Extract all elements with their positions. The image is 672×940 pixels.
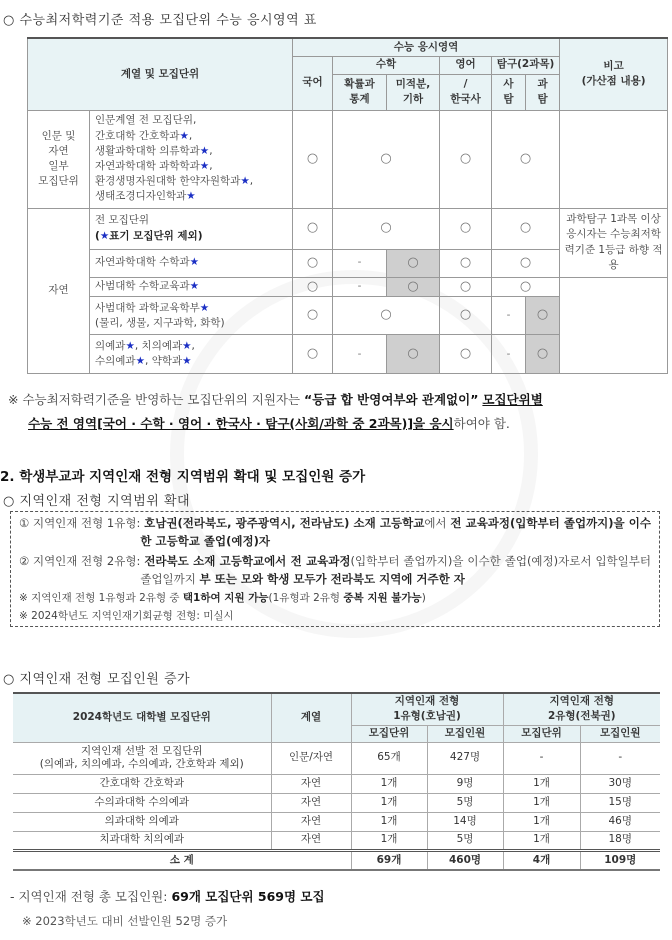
subsection-region-expand: ○ 지역인재 전형 지역범위 확대 bbox=[3, 494, 191, 509]
cell-math-calc: ○ bbox=[387, 277, 440, 297]
total-quota: - 지역인재 전형 총 모집인원: 69개 모집단위 569명 모집 bbox=[10, 889, 325, 904]
table-row: 의과대학 의예과 자연 1개 14명 1개 46명 bbox=[13, 812, 660, 831]
bullet-circle-icon: ○ bbox=[3, 13, 15, 28]
table-row: 치과대학 치의예과 자연 1개 5명 1개 18명 bbox=[13, 831, 660, 850]
header-unit: 2024학년도 대학별 모집단위 bbox=[13, 693, 271, 742]
star-icon: ★ bbox=[179, 129, 189, 142]
section-2-title: 2. 학생부교과 지역인재 전형 지역범위 확대 및 모집인원 증가 bbox=[0, 469, 366, 485]
cell-math-stats: - bbox=[333, 335, 387, 374]
header-t2-units: 모집단위 bbox=[503, 725, 580, 742]
star-icon: ★ bbox=[240, 175, 250, 188]
unit-math-edu: 사범대학 수학교육과★ bbox=[90, 277, 293, 297]
cell-inquiry: ○ bbox=[492, 110, 560, 208]
header-science: 과 탐 bbox=[526, 74, 560, 110]
cell-english: ○ bbox=[440, 208, 492, 249]
cell-math: ○ bbox=[333, 208, 440, 249]
header-remarks: 비고 (가산점 내용) bbox=[560, 38, 668, 110]
cell-social: - bbox=[492, 297, 526, 335]
cell-math-stats: - bbox=[333, 277, 387, 297]
table-row: 간호대학 간호학과 자연 1개 9명 1개 30명 bbox=[13, 774, 660, 793]
cell-math-calc: ○ bbox=[387, 249, 440, 277]
cell-remarks bbox=[560, 110, 668, 208]
star-icon: ★ bbox=[199, 301, 210, 314]
cell-social: - bbox=[492, 335, 526, 374]
cell-english: ○ bbox=[440, 297, 492, 335]
cell-english: ○ bbox=[440, 249, 492, 277]
note-2024: ※ 2024학년도 지역인재기회균형 전형: 미실시 bbox=[19, 610, 234, 622]
header-math-calc: 미적분, 기하 bbox=[387, 74, 440, 110]
header-t1-people: 모집인원 bbox=[427, 725, 503, 742]
cell-remarks-science: 과학탐구 1과목 이상 응시자는 수능최저학력기준 1등급 하향 적용 bbox=[560, 208, 668, 277]
cell-science: ○ bbox=[526, 335, 560, 374]
header-category: 계열 bbox=[271, 693, 351, 742]
cell-remarks-empty bbox=[560, 277, 668, 374]
header-math: 수학 bbox=[333, 56, 440, 74]
table-row: 수의과대학 수의예과 자연 1개 5명 1개 15명 bbox=[13, 793, 660, 812]
cell-inquiry: ○ bbox=[492, 208, 560, 249]
cell-korean: ○ bbox=[293, 335, 333, 374]
header-unit: 계열 및 모집단위 bbox=[28, 38, 293, 110]
category-natural: 자연 bbox=[28, 208, 90, 374]
exam-area-table bbox=[27, 37, 668, 374]
cell-math: ○ bbox=[333, 110, 440, 208]
cell-korean: ○ bbox=[293, 297, 333, 335]
star-icon: ★ bbox=[189, 280, 200, 293]
cell-math-calc: ○ bbox=[387, 335, 440, 374]
note-choose-one: ※ 지역인재 전형 1유형과 2유형 중 택1하여 지원 가능(1유형과 2유형 중복 지원 불가능) bbox=[19, 592, 426, 604]
header-type2: 지역인재 전형 2유형(전북권) bbox=[503, 693, 660, 725]
note-exam-requirement: ※ 수능최저학력기준을 반영하는 모집단위의 지원자는 “등급 합 반영여부와 관계없이” 모집단위별 수능 전 영역[국어 · 수학 · 영어 · 한국사 · 탐구(사회/과학 중 2과목)]을 응시하여야 함. bbox=[8, 392, 543, 431]
star-icon: ★ bbox=[186, 190, 196, 203]
subtotal-row: 소 계 69개 460명 4개 109명 bbox=[13, 850, 660, 870]
category-humanities-partial: 인문 및 자연 일부 모집단위 bbox=[28, 110, 90, 208]
cell-inquiry: ○ bbox=[492, 249, 560, 277]
header-type1: 지역인재 전형 1유형(호남권) bbox=[351, 693, 503, 725]
footnote-increase: ※ 2023학년도 대비 선발인원 52명 증가 bbox=[22, 914, 228, 928]
unit-medical: 의예과★, 치의예과★, 수의예과★, 약학과★ bbox=[90, 335, 293, 374]
unit-science-edu: 사범대학 과학교육학부★ (물리, 생물, 지구과학, 화학) bbox=[90, 297, 293, 335]
table-row: 지역인재 선발 전 모집단위 (의예과, 치의예과, 수의예과, 간호학과 제외) 인문/자연 65개 427명 - - bbox=[13, 742, 660, 774]
header-english: 영어 bbox=[440, 56, 492, 74]
star-icon: ★ bbox=[99, 229, 110, 242]
header-exam-area: 수능 응시영역 bbox=[293, 38, 560, 56]
cell-korean: ○ bbox=[293, 208, 333, 249]
region-criteria-box: ① 지역인재 전형 1유형: 호남권(전라북도, 광주광역시, 전라남도) 소재 고등학교에서 전 교육과정(입학부터 졸업까지)을 이수한 고등학교 졸업(예정)자 ② 지역인재 전형 2유형: 전라북도 소재 고등학교에서 전 교육과정(입학부터 졸업까지)을 이수한 졸업(예정)자로서 입학일부터 졸업일까지 부 또는 모와 학생 모두가 전라북도 지역에 거주한 자 ※ 지역인재 전형 1유형과 2유형 중 택1하여 지원 가능(1유형과 2유형 중복 지원 불가능) ※ 2024학년도 지역인재기회균형 전형: 미실시 bbox=[10, 511, 660, 627]
star-icon: ★ bbox=[189, 256, 200, 269]
cell-math-stats: - bbox=[333, 249, 387, 277]
header-math-stats: 확률과 통계 bbox=[333, 74, 387, 110]
cell-science: ○ bbox=[526, 297, 560, 335]
star-icon: ★ bbox=[199, 160, 210, 172]
cell-english: ○ bbox=[440, 335, 492, 374]
quota-table bbox=[13, 692, 660, 871]
unit-list: 인문계열 전 모집단위, 간호대학 간호학과★, 생활과학대학 의류학과★, 자연과학대학 과학학과★, 환경생명자원대학 한약자원학과★, 생태조경디자인학과★ bbox=[90, 110, 293, 208]
star-icon: ★ bbox=[199, 144, 210, 157]
cell-korean: ○ bbox=[293, 277, 333, 297]
cell-math: ○ bbox=[333, 297, 440, 335]
subsection-quota-increase: ○ 지역인재 전형 모집인원 증가 bbox=[3, 672, 191, 687]
cell-korean: ○ bbox=[293, 249, 333, 277]
unit-math-dept: 자연과학대학 수학과★ bbox=[90, 249, 293, 277]
cell-inquiry: ○ bbox=[492, 277, 560, 297]
cell-english: ○ bbox=[440, 277, 492, 297]
cell-korean: ○ bbox=[293, 110, 333, 208]
header-korean: 국어 bbox=[293, 56, 333, 110]
header-social: 사 탐 bbox=[492, 74, 526, 110]
cell-english: ○ bbox=[440, 110, 492, 208]
header-t2-people: 모집인원 bbox=[580, 725, 660, 742]
header-t1-units: 모집단위 bbox=[351, 725, 427, 742]
header-english-history: / 한국사 bbox=[440, 74, 492, 110]
unit-all: 전 모집단위 (★표기 모집단위 제외) bbox=[90, 208, 293, 249]
section-title: ○ 수능최저학력기준 적용 모집단위 수능 응시영역 표 bbox=[3, 13, 317, 28]
header-inquiry: 탐구(2과목) bbox=[492, 56, 560, 74]
